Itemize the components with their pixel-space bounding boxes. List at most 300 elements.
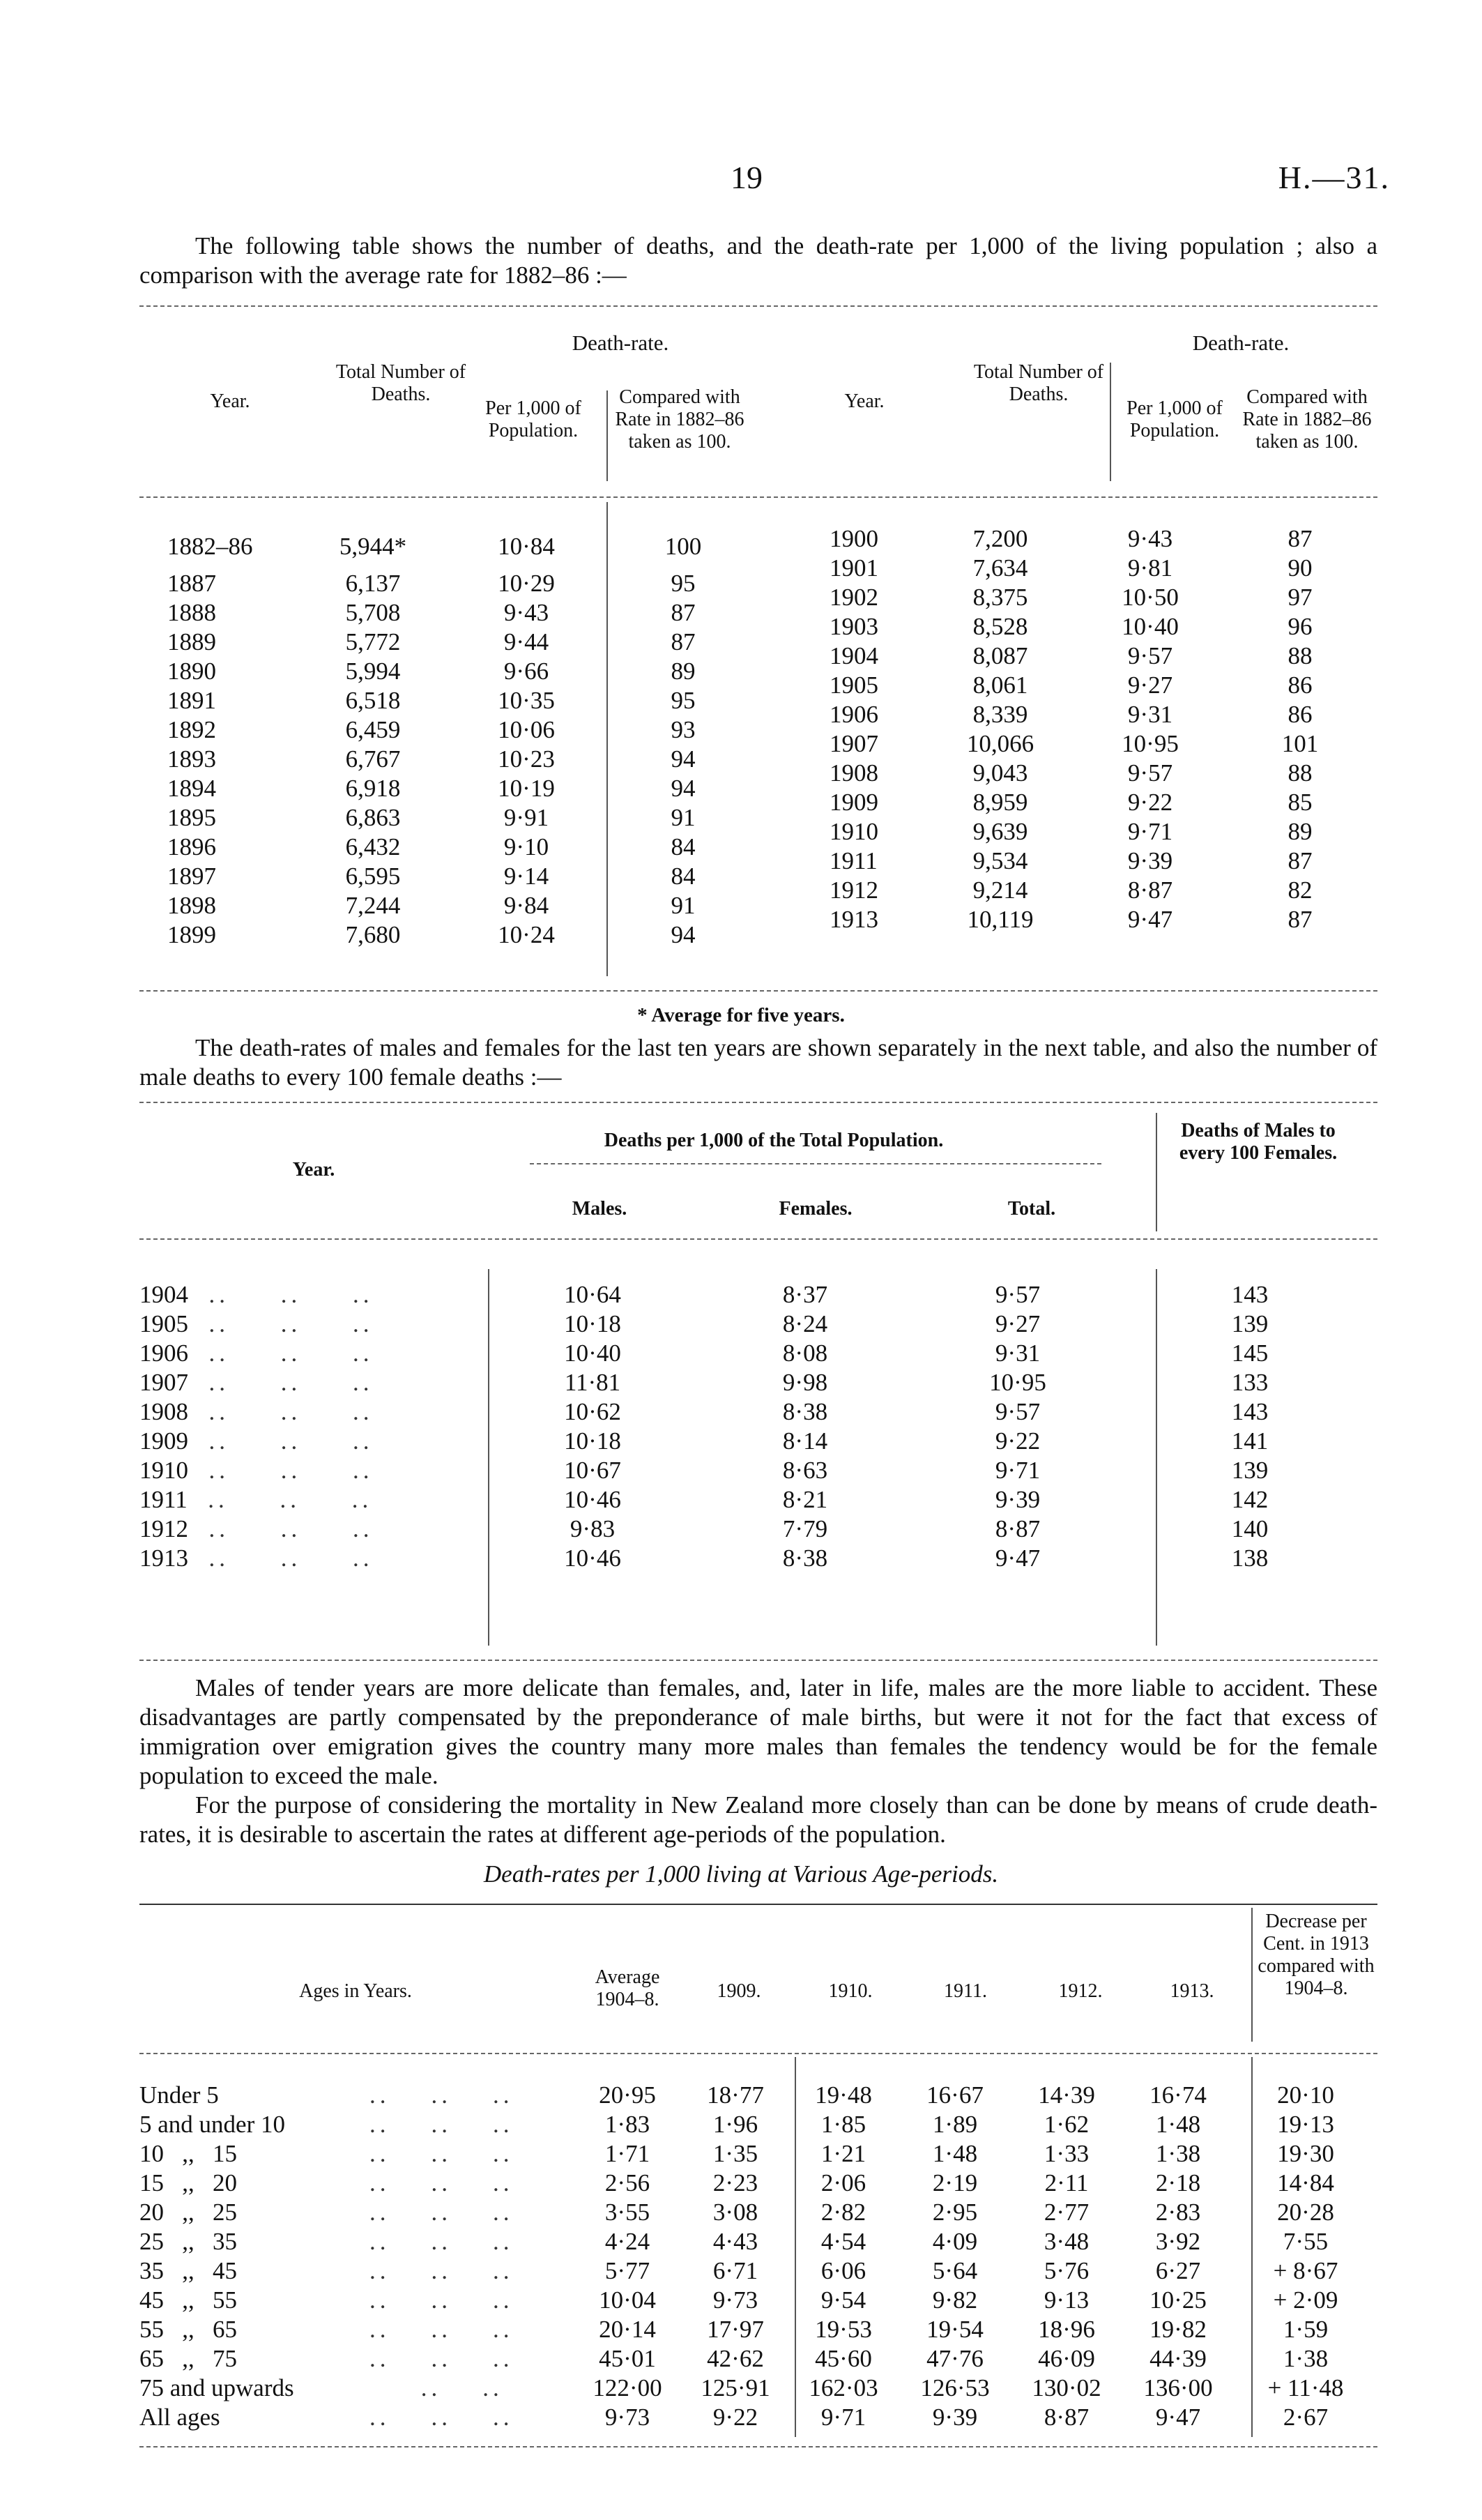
year-cell: 1904 (830, 642, 878, 669)
y1912-cell: 18·96 (1038, 2316, 1095, 2343)
y1912-cell: 2·77 (1044, 2199, 1090, 2226)
year-cell: 1903 (830, 613, 878, 640)
compared-cell: 101 (1281, 730, 1319, 757)
y1909-cell: 9·73 (712, 2286, 758, 2314)
decrease-cell: 1·38 (1283, 2345, 1329, 2372)
deaths-cell: 9,214 (972, 876, 1028, 904)
rate-cell: 10·23 (498, 745, 555, 773)
year-cell: 1898 (167, 892, 216, 919)
y1912-cell: 46·09 (1038, 2345, 1095, 2372)
table2-row (139, 1544, 1377, 1573)
table3-row (139, 2110, 1377, 2139)
y1913-cell: 19·82 (1149, 2316, 1207, 2343)
year-cell (139, 1368, 488, 1397)
y1913-cell: 3·92 (1155, 2228, 1201, 2255)
table1-right (809, 524, 1380, 934)
year-label: 1907 (139, 1369, 188, 1396)
rate-cell: 9·43 (1127, 525, 1173, 552)
y1911-cell: 9·39 (932, 2404, 978, 2431)
ratio-cell: 139 (1231, 1457, 1269, 1484)
deaths-cell: 10,066 (966, 730, 1034, 757)
deaths-cell: 8,087 (972, 642, 1028, 669)
y1913-cell: 6·27 (1155, 2257, 1201, 2284)
deaths-cell: 9,639 (972, 818, 1028, 845)
year-cell (139, 1515, 488, 1544)
deaths-cell: 5,772 (345, 628, 401, 655)
ratio-cell: 133 (1231, 1369, 1269, 1396)
table3 (139, 2081, 1377, 2432)
y1913-cell: 10·25 (1149, 2286, 1207, 2314)
compared-cell: 87 (671, 599, 696, 626)
rate-cell: 9·84 (503, 892, 549, 919)
females-cell: 8·37 (782, 1281, 828, 1308)
table3-row (139, 2256, 1377, 2286)
table1-row (167, 774, 767, 803)
year-label: 1909 (139, 1427, 188, 1455)
males-cell: 11·81 (564, 1369, 621, 1396)
y1912-cell: 3·48 (1044, 2228, 1090, 2255)
compared-cell: 86 (1288, 671, 1313, 699)
compared-cell: 88 (1288, 759, 1313, 787)
males-cell: 9·83 (570, 1515, 616, 1542)
year-cell: 1905 (830, 671, 878, 699)
paragraph-tender-years: Males of tender years are more delicate than females, and, later in life, males are the more liable to accident. These disadvantages are partly compensated by the preponderance of male births, but were it not for the fact that excess of immigration over emigration gives the country many more males than females the tendency would be for the female population to exceed the male. (139, 1674, 1377, 1789)
table1-row (167, 803, 767, 833)
y1911-cell: 2·19 (932, 2169, 978, 2196)
decrease-cell: + 2·09 (1273, 2286, 1338, 2314)
year-cell: 1913 (830, 906, 878, 933)
table1-row (809, 847, 1380, 876)
leader-dots: .. .. .. (369, 2169, 514, 2196)
avg-cell: 20·95 (599, 2081, 656, 2109)
y1909-cell: 125·91 (701, 2374, 770, 2401)
y1913-cell: 1·48 (1155, 2111, 1201, 2138)
rate-cell: 10·24 (498, 921, 555, 948)
table1-row (809, 759, 1380, 788)
leader-dots: .. .. .. (188, 1398, 374, 1425)
table1-left-compared-header: Compared with Rate in 1882–86 taken as 100. (615, 386, 744, 453)
year-cell: 1912 (830, 876, 878, 904)
ratio-cell: 142 (1231, 1486, 1269, 1513)
year-cell: 1891 (167, 687, 216, 714)
year-cell (139, 1310, 488, 1339)
table3-row (139, 2286, 1377, 2315)
decrease-cell: 7·55 (1283, 2228, 1329, 2255)
table1-row (809, 700, 1380, 729)
ratio-cell: 140 (1231, 1515, 1269, 1542)
rate-cell: 9·81 (1127, 554, 1173, 582)
table1-row (809, 671, 1380, 700)
compared-cell: 94 (671, 745, 696, 773)
decrease-cell: 19·30 (1277, 2140, 1334, 2167)
avg-cell: 45·01 (599, 2345, 656, 2372)
table2-row (139, 1515, 1377, 1544)
ratio-cell: 139 (1231, 1310, 1269, 1337)
y1909-cell: 6·71 (712, 2257, 758, 2284)
table1-row (809, 729, 1380, 759)
table1-row (809, 642, 1380, 671)
rate-cell: 9·14 (503, 863, 549, 890)
table1-right-year-header: Year. (844, 390, 885, 412)
y1910-cell: 6·06 (820, 2257, 866, 2284)
females-cell: 8·38 (782, 1398, 828, 1425)
compared-cell: 84 (671, 863, 696, 890)
y1912-cell: 130·02 (1032, 2374, 1101, 2401)
rate-cell: 10·40 (1122, 613, 1179, 640)
avg-cell: 4·24 (604, 2228, 650, 2255)
leader-dots: .. .. .. (369, 2404, 514, 2431)
table1-row (167, 715, 767, 745)
year-label: 1912 (139, 1515, 188, 1542)
age-label: 55 ,, 65 (139, 2316, 237, 2343)
avg-cell: 20·14 (599, 2316, 656, 2343)
y1913-cell: 44·39 (1149, 2345, 1207, 2372)
y1911-cell: 16·67 (926, 2081, 984, 2109)
leader-dots: .. .. .. (369, 2257, 514, 2284)
deaths-cell: 7,680 (345, 921, 401, 948)
table1-left-per1000-header: Per 1,000 of Population. (485, 397, 581, 441)
age-cell (139, 2374, 572, 2403)
table1-row (809, 905, 1380, 934)
leader-dots: .. .. .. (369, 2228, 514, 2255)
year-cell: 1911 (830, 847, 878, 874)
deaths-cell: 6,918 (345, 775, 401, 802)
report-code: H.—31. (1278, 160, 1390, 195)
year-cell (139, 1280, 488, 1310)
y1911-cell: 47·76 (926, 2345, 984, 2372)
compared-cell: 87 (1288, 847, 1313, 874)
leader-dots: .. .. .. (188, 1457, 374, 1484)
table2 (139, 1280, 1377, 1573)
year-cell: 1892 (167, 716, 216, 743)
deaths-cell: 7,634 (972, 554, 1028, 582)
ratio-cell: 141 (1231, 1427, 1269, 1455)
table1-row (809, 583, 1380, 612)
age-cell (139, 2081, 572, 2110)
table2-row (139, 1485, 1377, 1515)
age-label: 65 ,, 75 (139, 2345, 237, 2372)
leader-dots: .. .. .. (369, 2345, 514, 2372)
leader-dots: .. .. .. (369, 2081, 514, 2109)
table2-row (139, 1280, 1377, 1310)
total-cell: 9·27 (995, 1310, 1041, 1337)
year-cell: 1889 (167, 628, 216, 655)
y1912-cell: 9·13 (1044, 2286, 1090, 2314)
age-label: 20 ,, 25 (139, 2199, 237, 2226)
leader-dots: .. .. (369, 2374, 503, 2401)
females-cell: 8·24 (782, 1310, 828, 1337)
leader-dots: .. .. .. (188, 1544, 374, 1572)
rate-cell: 9·31 (1127, 701, 1173, 728)
year-label: 1905 (139, 1310, 188, 1337)
rate-cell: 9·39 (1127, 847, 1173, 874)
age-cell (139, 2344, 572, 2374)
table2-row (139, 1397, 1377, 1427)
table2-row (139, 1427, 1377, 1456)
y1911-cell: 1·48 (932, 2140, 978, 2167)
table2-total-header: Total. (1007, 1198, 1056, 1220)
age-label: 35 ,, 45 (139, 2257, 237, 2284)
leader-dots: .. .. .. (188, 1427, 374, 1455)
y1909-cell: 9·22 (712, 2404, 758, 2431)
total-cell: 9·31 (995, 1339, 1041, 1367)
table3-1913-header: 1913. (1170, 1980, 1214, 2002)
table1-row (167, 657, 767, 686)
table3-row (139, 2169, 1377, 2198)
rate-cell: 9·27 (1127, 671, 1173, 699)
year-cell: 1893 (167, 745, 216, 773)
rate-cell: 9·91 (503, 804, 549, 831)
rate-cell: 9·57 (1127, 759, 1173, 787)
compared-cell: 86 (1288, 701, 1313, 728)
rate-cell: 10·29 (498, 570, 555, 597)
table3-avg-header: Average 1904–8. (595, 1966, 660, 2010)
males-cell: 10·62 (564, 1398, 621, 1425)
year-cell: 1887 (167, 570, 216, 597)
decrease-cell: 1·59 (1283, 2316, 1329, 2343)
table1-row (809, 876, 1380, 905)
y1910-cell: 1·85 (820, 2111, 866, 2138)
age-cell (139, 2169, 572, 2198)
table1-row (809, 612, 1380, 642)
year-cell: 1900 (830, 525, 878, 552)
year-cell: 1882–86 (167, 533, 253, 560)
age-cell (139, 2315, 572, 2344)
y1912-cell: 5·76 (1044, 2257, 1090, 2284)
males-cell: 10·18 (564, 1427, 621, 1455)
table1-row (167, 891, 767, 920)
rate-cell: 10·95 (1122, 730, 1179, 757)
table1-row (809, 554, 1380, 583)
compared-cell: 96 (1288, 613, 1313, 640)
decrease-cell: 20·10 (1277, 2081, 1334, 2109)
paragraph-age-periods: For the purpose of considering the mortality in New Zealand more closely than can be done by means of crude death-rates, it is desirable to ascertain the rates at different age-periods of the population. (139, 1791, 1377, 1848)
compared-cell: 95 (671, 570, 696, 597)
deaths-cell: 6,137 (345, 570, 401, 597)
year-cell: 1907 (830, 730, 878, 757)
y1910-cell: 9·71 (820, 2404, 866, 2431)
deaths-cell: 6,863 (345, 804, 401, 831)
table1-row (167, 862, 767, 891)
y1913-cell: 16·74 (1149, 2081, 1207, 2109)
table1-row (809, 788, 1380, 817)
deaths-cell: 7,200 (972, 525, 1028, 552)
year-cell: 1895 (167, 804, 216, 831)
decrease-cell: 19·13 (1277, 2111, 1334, 2138)
age-label: 75 and upwards (139, 2374, 294, 2401)
compared-cell: 87 (1288, 906, 1313, 933)
deaths-cell: 6,432 (345, 833, 401, 860)
intro-paragraph: The following table shows the number of deaths, and the death-rate per 1,000 of the living population ; also a comparison with the average rate for 1882–86 :— (139, 232, 1377, 289)
leader-dots: .. .. .. (188, 1515, 374, 1542)
y1912-cell: 1·33 (1044, 2140, 1090, 2167)
ratio-cell: 138 (1231, 1544, 1269, 1572)
y1911-cell: 2·95 (932, 2199, 978, 2226)
males-cell: 10·18 (564, 1310, 621, 1337)
table1-row (167, 920, 767, 950)
deaths-cell: 9,534 (972, 847, 1028, 874)
table1-right-compared-header: Compared with Rate in 1882–86 taken as 100. (1242, 386, 1372, 453)
females-cell: 8·38 (782, 1544, 828, 1572)
table1-top-rule (139, 305, 1377, 307)
compared-cell: 97 (1288, 584, 1313, 611)
y1913-cell: 9·47 (1155, 2404, 1201, 2431)
table1-row (167, 833, 767, 862)
table1-row (809, 817, 1380, 847)
total-cell: 9·22 (995, 1427, 1041, 1455)
year-cell: 1902 (830, 584, 878, 611)
leader-dots: .. .. .. (369, 2286, 514, 2314)
table3-1909-header: 1909. (717, 1980, 761, 2002)
ratio-cell: 143 (1231, 1398, 1269, 1425)
compared-cell: 87 (671, 628, 696, 655)
year-cell: 1896 (167, 833, 216, 860)
table3-row (139, 2227, 1377, 2256)
compared-cell: 90 (1288, 554, 1313, 582)
deaths-cell: 8,375 (972, 584, 1028, 611)
deaths-cell: 7,244 (345, 892, 401, 919)
compared-cell: 91 (671, 804, 696, 831)
compared-cell: 94 (671, 921, 696, 948)
y1913-cell: 136·00 (1143, 2374, 1213, 2401)
y1911-cell: 126·53 (920, 2374, 990, 2401)
leader-dots: .. .. .. (188, 1339, 374, 1367)
compared-cell: 89 (1288, 818, 1313, 845)
y1910-cell: 19·53 (815, 2316, 872, 2343)
table2-year-header: Year. (292, 1159, 335, 1181)
y1911-cell: 5·64 (932, 2257, 978, 2284)
rate-cell: 9·66 (503, 658, 549, 685)
table1-footnote: * Average for five years. (637, 1004, 845, 1026)
rate-cell: 8·87 (1127, 876, 1173, 904)
total-cell: 9·57 (995, 1398, 1041, 1425)
age-label: 45 ,, 55 (139, 2286, 237, 2314)
year-label: 1913 (139, 1544, 188, 1572)
y1909-cell: 17·97 (707, 2316, 764, 2343)
table1-right-total-header: Total Number of Deaths. (973, 361, 1104, 405)
leader-dots: .. .. .. (369, 2316, 514, 2343)
y1910-cell: 45·60 (815, 2345, 872, 2372)
table1-row (167, 569, 767, 598)
year-cell: 1901 (830, 554, 878, 582)
age-label: 5 and under 10 (139, 2111, 285, 2138)
y1909-cell: 1·96 (712, 2111, 758, 2138)
table3-1912-header: 1912. (1058, 1980, 1103, 2002)
y1909-cell: 3·08 (712, 2199, 758, 2226)
age-cell (139, 2227, 572, 2256)
total-cell: 10·95 (989, 1369, 1046, 1396)
table1-row (167, 598, 767, 628)
table1-row (167, 686, 767, 715)
avg-cell: 9·73 (604, 2404, 650, 2431)
table1-left-total-header: Total Number of Deaths. (335, 361, 466, 405)
table1-right-per1000-header: Per 1,000 of Population. (1126, 397, 1223, 441)
age-label: 25 ,, 35 (139, 2228, 237, 2255)
deaths-cell: 5,708 (345, 599, 401, 626)
table2-row (139, 1310, 1377, 1339)
table3-row (139, 2374, 1377, 2403)
y1911-cell: 4·09 (932, 2228, 978, 2255)
age-cell (139, 2256, 572, 2286)
year-cell: 1910 (830, 818, 878, 845)
y1910-cell: 19·48 (815, 2081, 872, 2109)
table1-left (167, 524, 767, 950)
y1912-cell: 1·62 (1044, 2111, 1090, 2138)
rate-cell: 9·10 (503, 833, 549, 860)
table1-left-year-header: Year. (210, 390, 250, 412)
compared-cell: 100 (664, 533, 702, 560)
avg-cell: 122·00 (593, 2374, 662, 2401)
age-cell (139, 2198, 572, 2227)
y1910-cell: 9·54 (820, 2286, 866, 2314)
y1911-cell: 19·54 (926, 2316, 984, 2343)
y1912-cell: 14·39 (1038, 2081, 1095, 2109)
table3-row (139, 2198, 1377, 2227)
y1910-cell: 2·06 (820, 2169, 866, 2196)
table3-decrease-header: Decrease per Cent. in 1913 compared with 1904–8. (1258, 1911, 1375, 1999)
leader-dots: .. .. .. (188, 1369, 374, 1396)
year-cell (139, 1456, 488, 1485)
y1909-cell: 42·62 (707, 2345, 764, 2372)
table1-row (167, 745, 767, 774)
age-label: All ages (139, 2404, 220, 2431)
table2-row (139, 1456, 1377, 1485)
leader-dots: .. .. .. (369, 2140, 514, 2167)
compared-cell: 82 (1288, 876, 1313, 904)
y1910-cell: 4·54 (820, 2228, 866, 2255)
rate-cell: 10·50 (1122, 584, 1179, 611)
year-cell (139, 1485, 488, 1515)
deaths-cell: 6,767 (345, 745, 401, 773)
table2-group-header: Deaths per 1,000 of the Total Population. (604, 1130, 944, 1151)
males-cell: 10·67 (564, 1457, 621, 1484)
deaths-cell: 6,518 (345, 687, 401, 714)
females-cell: 9·98 (782, 1369, 828, 1396)
rate-cell: 9·47 (1127, 906, 1173, 933)
year-label: 1908 (139, 1398, 188, 1425)
year-label: 1904 (139, 1281, 188, 1308)
table3-1910-header: 1910. (828, 1980, 873, 2002)
table3-row (139, 2315, 1377, 2344)
year-label: 1910 (139, 1457, 188, 1484)
compared-cell: 91 (671, 892, 696, 919)
year-cell: 1906 (830, 701, 878, 728)
rate-cell: 9·43 (503, 599, 549, 626)
year-label: 1906 (139, 1339, 188, 1367)
leader-dots: .. .. .. (188, 1281, 374, 1308)
table1-row (809, 524, 1380, 554)
total-cell: 9·71 (995, 1457, 1041, 1484)
table3-ages-header: Ages in Years. (299, 1980, 412, 2002)
table3-caption: Death-rates per 1,000 living at Various Age-periods. (483, 1860, 999, 1888)
table2-ratio-header: Deaths of Males to every 100 Females. (1179, 1120, 1338, 1164)
age-cell (139, 2403, 572, 2432)
table2-row (139, 1339, 1377, 1368)
leader-dots: .. .. .. (369, 2111, 514, 2138)
compared-cell: 94 (671, 775, 696, 802)
decrease-cell: + 11·48 (1267, 2374, 1344, 2401)
decrease-cell: 2·67 (1283, 2404, 1329, 2431)
table3-row (139, 2081, 1377, 2110)
year-cell: 1888 (167, 599, 216, 626)
total-cell: 9·39 (995, 1486, 1041, 1513)
year-cell (139, 1544, 488, 1573)
rate-cell: 10·84 (498, 533, 555, 560)
y1913-cell: 1·38 (1155, 2140, 1201, 2167)
avg-cell: 3·55 (604, 2199, 650, 2226)
age-label: 15 ,, 20 (139, 2169, 237, 2196)
y1909-cell: 2·23 (712, 2169, 758, 2196)
